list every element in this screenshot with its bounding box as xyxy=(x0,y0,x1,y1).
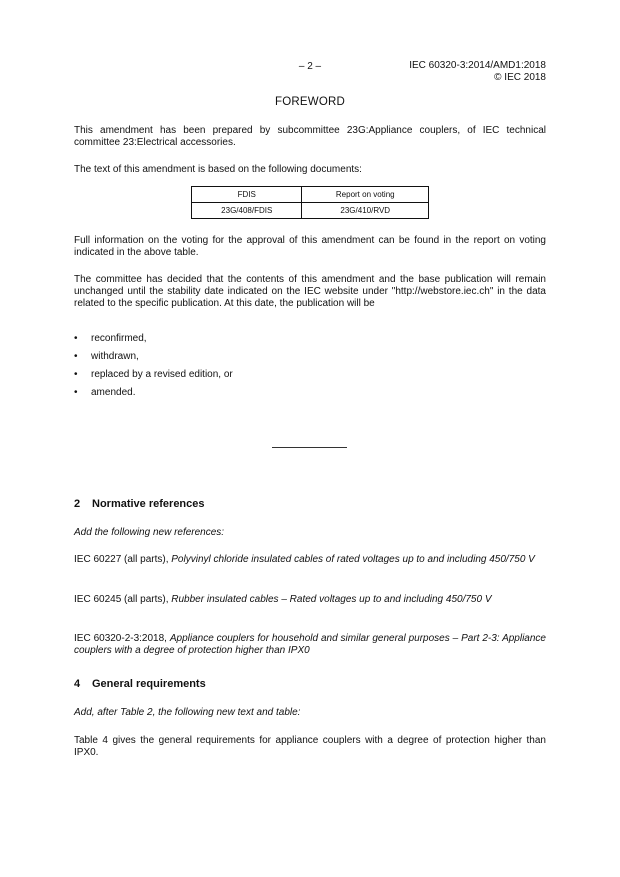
list-item: • amended. xyxy=(74,387,233,405)
separator-line xyxy=(272,447,347,448)
standard-reference xyxy=(409,60,546,84)
section-4-intro: Add, after Table 2, the following new text and table: xyxy=(74,707,301,718)
table-header-row xyxy=(192,187,429,203)
page-number: – 2 – xyxy=(298,61,322,72)
section-2-intro: Add the following new references: xyxy=(74,527,225,538)
reference-iec-60320-2-3 xyxy=(74,633,546,657)
list-item: • replaced by a revised edition, or xyxy=(74,369,233,387)
publication-options-list xyxy=(74,333,233,405)
table-header-report: Report on voting xyxy=(302,187,429,203)
reference-iec-60227 xyxy=(74,554,546,566)
list-item: • reconfirmed, xyxy=(74,333,233,351)
section-title: Normative references xyxy=(92,498,205,510)
foreword-paragraph-3: Full information on the voting for the approval of this amendment can be found in the report on voting indicated in the above table. xyxy=(74,235,546,258)
table-cell-fdis: 23G/408/FDIS xyxy=(192,203,302,219)
reference-id: IEC 60320-2-3:2018, xyxy=(74,633,170,644)
reference-title: Rubber insulated cables – Rated voltages up to and including 450/750 V xyxy=(171,594,492,605)
section-title: General requirements xyxy=(92,678,206,690)
section-4-heading xyxy=(74,678,206,690)
foreword-paragraph-2: The text of this amendment is based on the following documents: xyxy=(74,164,362,175)
table-cell-rvd: 23G/410/RVD xyxy=(302,203,429,219)
section-number: 2 xyxy=(74,498,81,510)
table-row xyxy=(192,203,429,219)
standard-id: IEC 60320-3:2014/AMD1:2018 xyxy=(409,60,546,71)
voting-documents-table xyxy=(191,186,429,219)
foreword-paragraph-4: The committee has decided that the contents of this amendment and the base publication will remain unchanged until the stability date indicated on the IEC website under "http://webstore.iec.ch" in the data related to the specific publication. At this date, the publication will be xyxy=(74,274,546,309)
section-number: 4 xyxy=(74,678,81,690)
list-item: • withdrawn, xyxy=(74,351,233,369)
section-2-heading xyxy=(74,498,205,510)
reference-title: Appliance couplers for household and similar general purposes – Part 2-3: Appliance couplers with a degree of protection higher than IPX0 xyxy=(74,633,546,656)
reference-iec-60245 xyxy=(74,594,546,606)
section-4-paragraph: Table 4 gives the general requirements for appliance couplers with a degree of protection higher than IPX0. xyxy=(74,735,546,758)
reference-id: IEC 60245 (all parts), xyxy=(74,594,172,605)
foreword-paragraph-1: This amendment has been prepared by subcommittee 23G:Appliance couplers, of IEC technical committee 23:Electrical accessories. xyxy=(74,125,546,148)
table-header-fdis: FDIS xyxy=(192,187,302,203)
reference-id: IEC 60227 (all parts), xyxy=(74,554,172,565)
reference-title: Polyvinyl chloride insulated cables of rated voltages up to and including 450/750 V xyxy=(171,554,535,565)
copyright: © IEC 2018 xyxy=(494,72,546,83)
foreword-title: FOREWORD xyxy=(275,96,345,108)
